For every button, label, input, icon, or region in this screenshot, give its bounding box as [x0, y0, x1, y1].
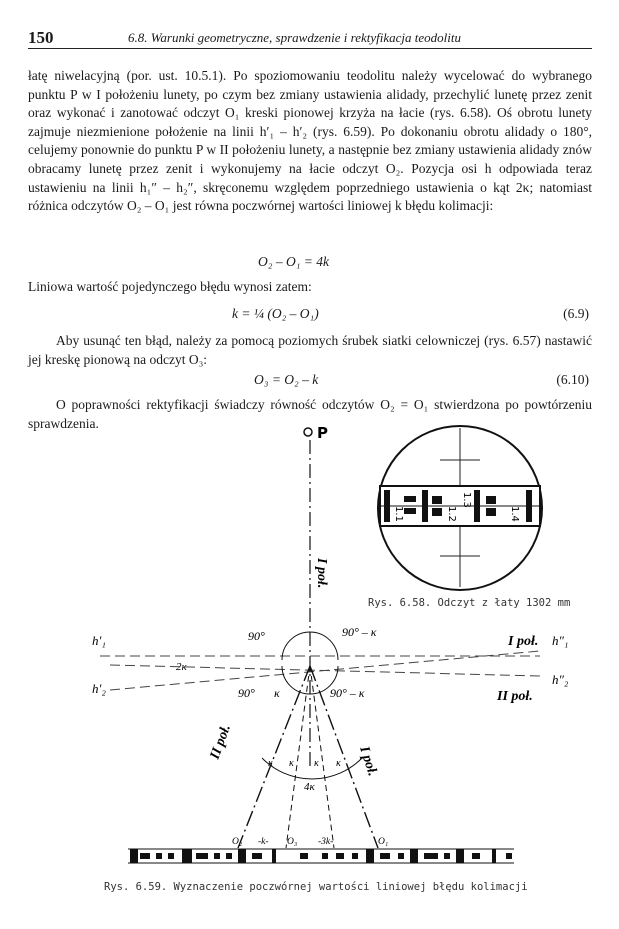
scale-label-1-4: 1.4: [509, 506, 520, 522]
equation-number-6-9: (6.9): [563, 306, 589, 321]
angle-bottom-left: 90°: [238, 686, 255, 700]
point-p-label: P: [317, 424, 328, 442]
paragraph-3: Aby usunąć ten błąd, należy za pomocą poziomych śrubek siatki celowniczej (rys. 6.57) nastawić jej kreskę pionową na odczyt O₃:: [28, 333, 592, 367]
figure-area: [0, 415, 619, 929]
label-h2-double: h″₂: [552, 672, 569, 687]
caption-6-58: Rys. 6.58. Odczyt z łaty 1302 mm: [368, 597, 571, 609]
equation-6-10: O₃ = O₂ – k: [254, 372, 319, 387]
reading-k: -k-: [258, 837, 269, 847]
reading-o2: O₂: [232, 837, 243, 847]
angle-kappa: κ: [274, 686, 280, 700]
kappa-label-4: κ: [336, 758, 341, 769]
position-ii-diagonal-label: II poł.: [207, 722, 235, 762]
reading-o1: O₁: [378, 837, 389, 847]
angle-top-right: 90° – κ: [342, 625, 377, 639]
position-ii-label: II poł.: [497, 689, 533, 704]
paragraph-2: Liniowa wartość pojedynczego błędu wynosi zatem:: [28, 279, 312, 294]
label-h2-prime: h′₂: [92, 681, 106, 696]
kappa-label-1: κ: [268, 758, 273, 769]
position-i-vertical-label: I poł.: [314, 558, 329, 589]
kappa-label-3: κ: [314, 758, 319, 769]
paragraph-4: O poprawności rektyfikacji świadczy równość odczytów O₂ = O₁ stwierdzona po powtórzeniu sprawdzenia.: [28, 397, 592, 431]
label-two-kappa: 2κ: [176, 661, 187, 673]
label-h1-prime: h′₁: [92, 633, 106, 648]
caption-6-59: Rys. 6.59. Wyznaczenie poczwórnej wartości liniowej błędu kolimacji: [104, 881, 528, 893]
equation-6-9: k = ¼ (O₂ – O₁): [232, 306, 319, 321]
scale-label-1-3: 1.3: [461, 492, 472, 508]
equation-number-6-10: (6.10): [556, 372, 589, 387]
paragraph-1: łatę niwelacyjną (por. ust. 10.5.1). Po spoziomowaniu teodolitu należy wycelować do wybranego punktu P w I położeniu lunety, po czym bez zmiany ustawienia alidady, przechylić lunetę przez zenit oraz wykonać i zanotować odczyt O₁ kreski pionowej krzyża na łacie (rys. 6.58). Oś obrotu lunety zajmuje niezmienione położenie na linii h′₁ – h′₂ (rys. 6.59). Po dokonaniu obrotu alidady o 180°, celujemy ponownie do punktu P w II położeniu lunety, a następnie bez zmiany ustawienia alidady znów obracamy lunetę przez zenit i wykonujemy na łacie odczyt O₂. Pozycja osi h odpowiada teraz ustawieniu na linii h₁″ – h₂″, skręconemu względem poprzedniego ustawienia o kąt 2κ; natomiast różnica odczytów O₂ – O₁ jest równa poczwórnej wartości liniowej k błędu kolimacji:: [28, 68, 592, 214]
equation-4k: O₂ – O₁ = 4k: [258, 254, 329, 269]
position-i-diagonal-label: I poł.: [356, 744, 380, 779]
reading-3k: -3k-: [318, 837, 334, 847]
label-h1-double: h″₁: [552, 633, 569, 648]
scale-label-1-1: 1.1: [393, 506, 404, 522]
header-rule: [28, 48, 592, 49]
angle-bottom-right: 90° – κ: [330, 686, 365, 700]
running-title: 6.8. Warunki geometryczne, sprawdzenie i rektyfikacja teodolitu: [128, 30, 461, 45]
reading-o3: O₃: [287, 837, 298, 847]
angle-top-left: 90°: [248, 629, 265, 643]
page-number: 150: [28, 28, 54, 47]
figure-6-58-reticle: [378, 426, 542, 590]
four-kappa-label: 4κ: [304, 781, 315, 793]
kappa-label-2: κ: [289, 758, 294, 769]
position-i-label: I poł.: [508, 634, 539, 649]
point-p-marker: [304, 428, 312, 436]
scale-label-1-2: 1.2: [446, 506, 457, 522]
levelling-staff: [128, 849, 514, 863]
